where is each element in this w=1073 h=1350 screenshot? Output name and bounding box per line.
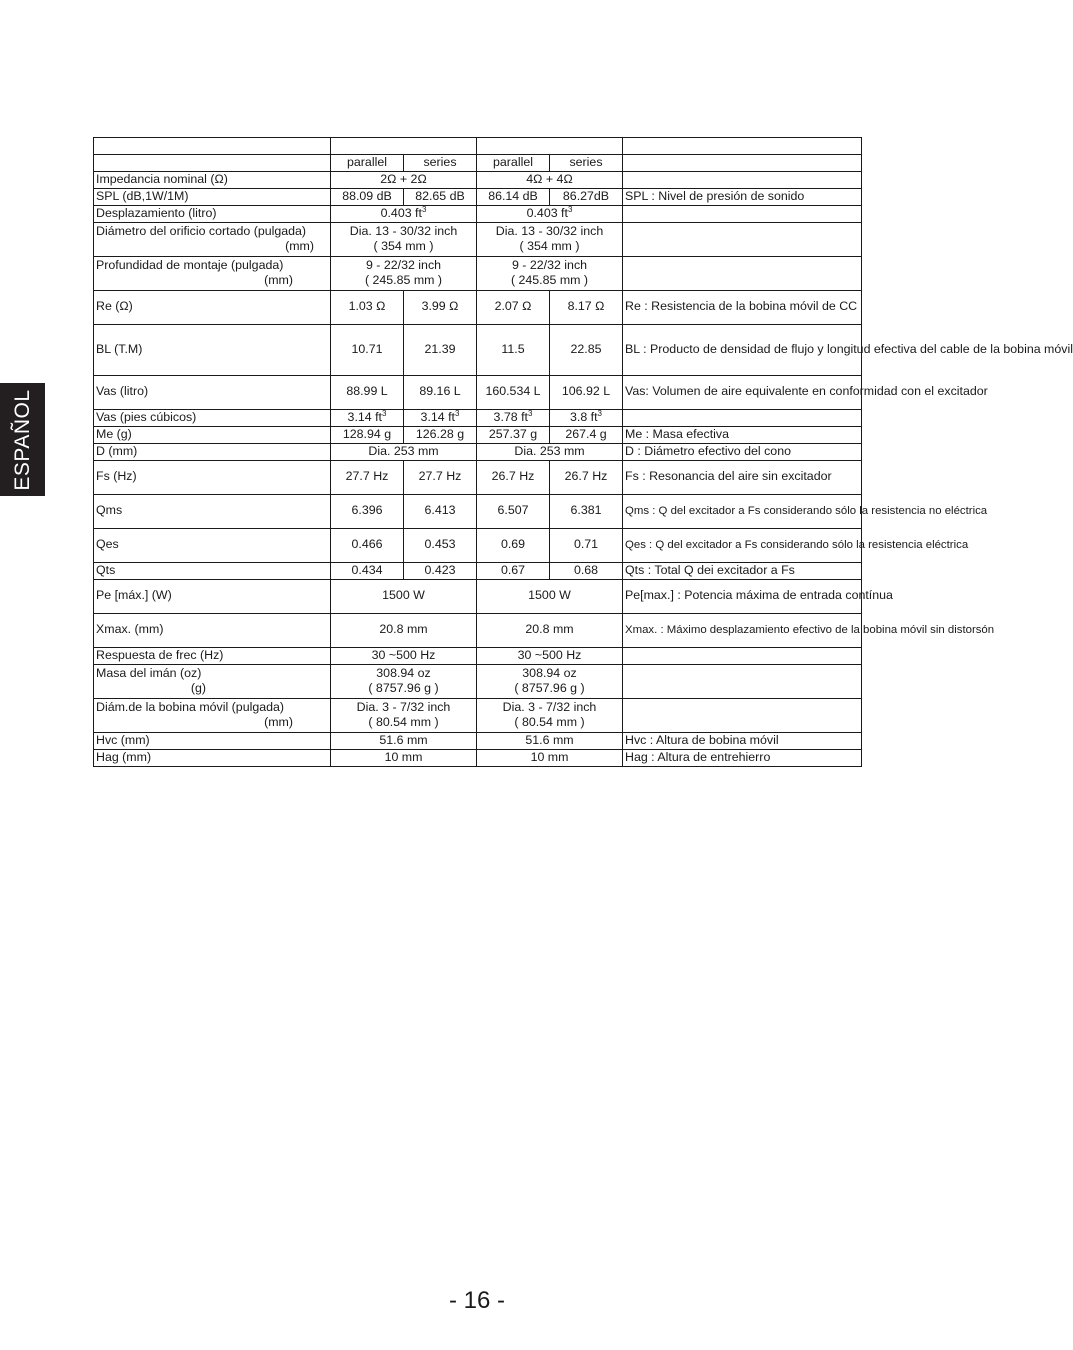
cell-value: 0.67 [477, 562, 550, 579]
cell-value: 8.17 Ω [550, 290, 623, 324]
table-row [94, 138, 862, 155]
row-label: Re (Ω) [94, 290, 331, 324]
cell-value: 22.85 [550, 324, 623, 375]
cell-value: 86.27dB [550, 188, 623, 205]
cell-value: 27.7 Hz [331, 460, 404, 494]
cell-value: 3.14 $ft^3$ [404, 409, 477, 426]
cell-value: 27.7 Hz [404, 460, 477, 494]
cell-value: Dia. 253 mm [331, 443, 477, 460]
cell-value: 88.09 dB [331, 188, 404, 205]
row-label: Qes [94, 528, 331, 562]
row-label: Masa del imán (oz) (g) [94, 664, 331, 698]
row-label: D (mm) [94, 443, 331, 460]
row-label: Xmax. (mm) [94, 613, 331, 647]
cell-value: 0.466 [331, 528, 404, 562]
cell-value: 2.07 Ω [477, 290, 550, 324]
language-side-tab [0, 383, 45, 496]
cell-value: 10 mm [477, 749, 623, 766]
cell-value: 89.16 L [404, 375, 477, 409]
row-description: Fs : Resonancia del aire sin excitador [623, 460, 862, 494]
page-number: - 16 - [448, 1287, 505, 1314]
table-row [94, 171, 862, 188]
cell-value: 6.396 [331, 494, 404, 528]
cell-value: 9 - 22/32 inch ( 245.85 mm ) [331, 256, 477, 290]
table-row [94, 205, 862, 222]
row-description: D : Diámetro efectivo del cono [623, 443, 862, 460]
cell-value: 308.94 oz ( 8757.96 g ) [477, 664, 623, 698]
row-label: Hag (mm) [94, 749, 331, 766]
table-row [94, 426, 862, 443]
cell-value: 0.403 $ft^3$ [331, 205, 477, 222]
cell-value: 0.69 [477, 528, 550, 562]
cell-value: 3.99 Ω [404, 290, 477, 324]
cell-value: 160.534 L [477, 375, 550, 409]
row-label: Desplazamiento (litro) [94, 205, 331, 222]
row-description: Vas: Volumen de aire equivalente en conformidad con el excitador [623, 375, 862, 409]
cell-value: 0.453 [404, 528, 477, 562]
cell-value: 51.6 mm [477, 732, 623, 749]
row-label: Diám.de la bobina móvil (pulgada) (mm) [94, 698, 331, 732]
table-row [94, 443, 862, 460]
cell-value: 3.78 $ft^3$ [477, 409, 550, 426]
row-description: BL : Producto de densidad de flujo y longitud efectiva del cable de la bobina móvil [623, 324, 862, 375]
cell-value: 4Ω + 4Ω [477, 171, 623, 188]
cell-value: 308.94 oz ( 8757.96 g ) [331, 664, 477, 698]
cell-value: 51.6 mm [331, 732, 477, 749]
col-parallel-a: parallel [331, 155, 404, 172]
table-row [94, 222, 862, 256]
row-description: Hag : Altura de entrehierro [623, 749, 862, 766]
table-row [94, 749, 862, 766]
cell-value: 9 - 22/32 inch ( 245.85 mm ) [477, 256, 623, 290]
table-row [94, 664, 862, 698]
row-label: Impedancia nominal (Ω) [94, 171, 331, 188]
cell-value: 30 ~500 Hz [331, 647, 477, 664]
row-description: Qes : Q del excitador a Fs considerando sólo la resistencia eléctrica [623, 528, 862, 562]
row-label: Hvc (mm) [94, 732, 331, 749]
row-label: Pe [máx.] (W) [94, 579, 331, 613]
table-row [94, 647, 862, 664]
col-parallel-b: parallel [477, 155, 550, 172]
row-label: Qms [94, 494, 331, 528]
row-description: Me : Masa efectiva [623, 426, 862, 443]
table-row [94, 562, 862, 579]
row-description: SPL : Nivel de presión de sonido [623, 188, 862, 205]
cell-value: 3.14 $ft^3$ [331, 409, 404, 426]
specifications-table [93, 137, 1073, 767]
row-label: Vas (pies cúbicos) [94, 409, 331, 426]
row-description: Hvc : Altura de bobina móvil [623, 732, 862, 749]
table-row [94, 528, 862, 562]
table-row [94, 579, 862, 613]
cell-value: 128.94 g [331, 426, 404, 443]
cell-value: 1500 W [331, 579, 477, 613]
col-series-b: series [550, 155, 623, 172]
row-description: Qts : Total Q dei excitador a Fs [623, 562, 862, 579]
cell-value: 0.68 [550, 562, 623, 579]
cell-value: 0.403 $ft^3$ [477, 205, 623, 222]
cell-value: 3.8 $ft^3$ [550, 409, 623, 426]
cell-value: 6.507 [477, 494, 550, 528]
table-row [94, 324, 862, 375]
table-row [94, 290, 862, 324]
row-description: Xmax. : Máximo desplazamiento efectivo de la bobina móvil sin distorsón [623, 613, 862, 647]
cell-value: 257.37 g [477, 426, 550, 443]
cell-value: Dia. 13 - 30/32 inch ( 354 mm ) [331, 222, 477, 256]
cell-value: Dia. 13 - 30/32 inch ( 354 mm ) [477, 222, 623, 256]
row-description: Pe[max.] : Potencia máxima de entrada contínua [623, 579, 862, 613]
cell-value: 0.423 [404, 562, 477, 579]
cell-value: 21.39 [404, 324, 477, 375]
table-row [94, 494, 862, 528]
cell-value: 10 mm [331, 749, 477, 766]
cell-value: 26.7 Hz [477, 460, 550, 494]
cell-value: 0.434 [331, 562, 404, 579]
cell-value: 20.8 mm [331, 613, 477, 647]
row-label: Diámetro del orificio cortado (pulgada) (mm) [94, 222, 331, 256]
cell-value: 2Ω + 2Ω [331, 171, 477, 188]
row-label: SPL (dB,1W/1M) [94, 188, 331, 205]
table-row [94, 375, 862, 409]
row-label: Profundidad de montaje (pulgada) (mm) [94, 256, 331, 290]
cell-value: Dia. 253 mm [477, 443, 623, 460]
cell-value: 30 ~500 Hz [477, 647, 623, 664]
row-label: Respuesta de frec (Hz) [94, 647, 331, 664]
language-label: ESPAÑOL [10, 388, 34, 491]
table-row [94, 698, 862, 732]
row-label: Fs (Hz) [94, 460, 331, 494]
cell-value: 6.413 [404, 494, 477, 528]
table-row [94, 460, 862, 494]
row-label: Me (g) [94, 426, 331, 443]
cell-value: Dia. 3 - 7/32 inch ( 80.54 mm ) [477, 698, 623, 732]
cell-value: Dia. 3 - 7/32 inch ( 80.54 mm ) [331, 698, 477, 732]
table-header-row [94, 155, 862, 172]
cell-value: 6.381 [550, 494, 623, 528]
cell-value: 126.28 g [404, 426, 477, 443]
cell-value: 20.8 mm [477, 613, 623, 647]
row-label: Vas (litro) [94, 375, 331, 409]
cell-value: 267.4 g [550, 426, 623, 443]
table-row [94, 409, 862, 426]
cell-value: 11.5 [477, 324, 550, 375]
table-row [94, 732, 862, 749]
row-description: Qms : Q del excitador a Fs considerando sólo la resistencia no eléctrica [623, 494, 862, 528]
cell-value: 26.7 Hz [550, 460, 623, 494]
cell-value: 106.92 L [550, 375, 623, 409]
cell-value: 88.99 L [331, 375, 404, 409]
row-label: BL (T.M) [94, 324, 331, 375]
cell-value: 86.14 dB [477, 188, 550, 205]
cell-value: 1.03 Ω [331, 290, 404, 324]
table-row [94, 256, 862, 290]
cell-value: 0.71 [550, 528, 623, 562]
row-label: Qts [94, 562, 331, 579]
cell-value: 10.71 [331, 324, 404, 375]
col-series-a: series [404, 155, 477, 172]
cell-value: 82.65 dB [404, 188, 477, 205]
row-description: Re : Resistencia de la bobina móvil de CC [623, 290, 862, 324]
table-row [94, 188, 862, 205]
table-row [94, 613, 862, 647]
cell-value: 1500 W [477, 579, 623, 613]
